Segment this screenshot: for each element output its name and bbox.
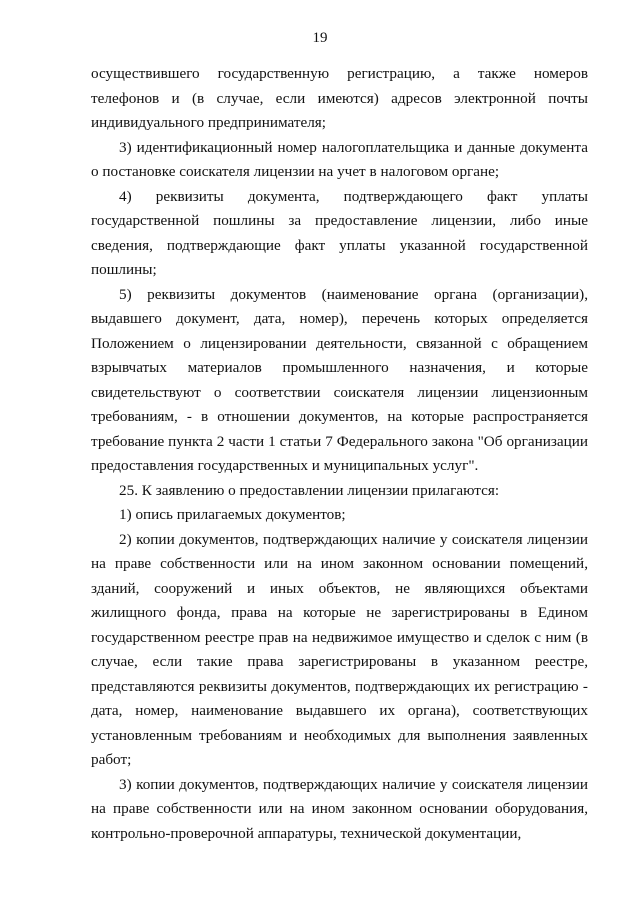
paragraph-item-3-equipment: 3) копии документов, подтверждающих наличие у соискателя лицензии на праве собственности или на ином законном основании оборудования, контрольно-проверочной аппаратуры, технической документации, (91, 775, 588, 842)
document-body (91, 62, 588, 846)
paragraph-item-3: 3) идентификационный номер налогоплательщика и данные документа о постановке соискателя лицензии на учет в налоговом органе; (91, 138, 588, 180)
paragraph-continuation: осуществившего государственную регистрацию, а также номеров телефонов и (в случае, если имеются) адресов электронной почты индивидуального предпринимателя; (91, 65, 588, 131)
paragraph-section-25: 25. К заявлению о предоставлении лицензии прилагаются: (119, 481, 500, 499)
paragraph-item-5: 5) реквизиты документов (наименование органа (организации), выдавшего документ, дата, номер), перечень которых определяется Положением о лицензировании деятельности, связанной с обращением взрывчатых материалов промышленного назначения, и которые свидетельствуют о соответствии соискателя лицензии лицензионным требованиям, - в отношении документов, на которые распространяется требование пункта 2 части 1 статьи 7 Федерального закона "Об организации предоставления государственных и муниципальных услуг". (91, 285, 588, 474)
paragraph-item-4: 4) реквизиты документа, подтверждающего факт уплаты государственной пошлины за предоставление лицензии, либо иные сведения, подтверждающие факт уплаты указанной государственной пошлины; (91, 187, 588, 278)
paragraph-item-1: 1) опись прилагаемых документов; (119, 506, 346, 523)
page-number: 19 (312, 30, 328, 46)
paragraph-item-2: 2) копии документов, подтверждающих наличие у соискателя лицензии на праве собственности или на ином законном основании помещений, зданий, сооружений и иных объектов, не являющихся объектами жилищного фонда, права на которые не зарегистрированы в Едином государственном реестре прав на недвижимое имущество и сделок с ним (в случае, если такие права зарегистрированы в указанном реестре, представляются реквизиты документов, подтверждающих их регистрацию - дата, номер, наименование выдавшего их органа), соответствующих установленным требованиям и необходимых для выполнения заявленных работ; (91, 530, 588, 768)
